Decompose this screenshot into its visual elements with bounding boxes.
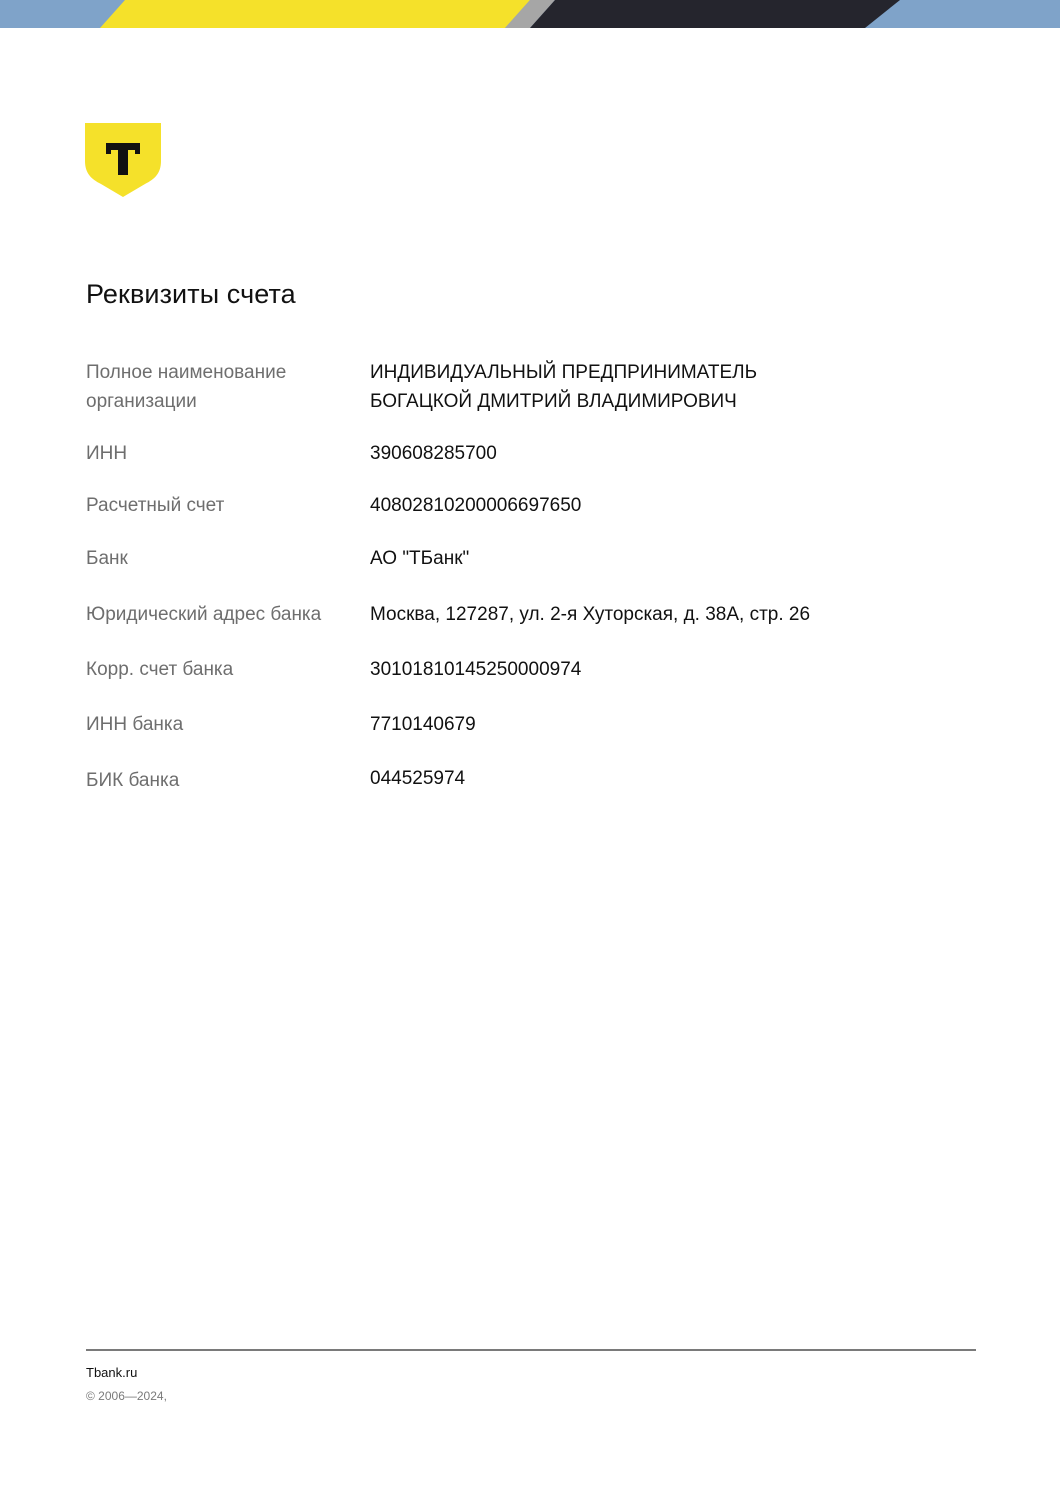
value-bank-inn: 7710140679 <box>370 714 476 735</box>
footer-copyright: © 2006—2024, <box>86 1389 167 1403</box>
value-full-name <box>370 358 1010 416</box>
label-bank-inn: ИНН банка <box>86 714 184 735</box>
banner-dark-stripe <box>530 0 900 28</box>
value-corr-account: 30101810145250000974 <box>370 659 582 680</box>
footer-divider <box>86 1349 976 1351</box>
label-full-name-line2: организации <box>86 391 197 412</box>
page-title: Реквизиты счета <box>86 279 296 309</box>
banner-yellow-stripe <box>100 0 530 28</box>
label-corr-account: Корр. счет банка <box>86 659 234 680</box>
label-full-name-line1: Полное наименование <box>86 362 287 383</box>
value-full-name-line1: ИНДИВИДУАЛЬНЫЙ ПРЕДПРИНИМАТЕЛЬ <box>370 362 758 383</box>
label-account: Расчетный счет <box>86 495 225 516</box>
value-full-name-line2: БОГАЦКОЙ ДМИТРИЙ ВЛАДИМИРОВИЧ <box>370 391 737 412</box>
value-inn: 390608285700 <box>370 443 497 464</box>
top-banner <box>0 0 1060 28</box>
value-bank-address: Москва, 127287, ул. 2-я Хуторская, д. 38А, стр. 26 <box>370 604 811 625</box>
value-bank: АО "ТБанк" <box>370 548 470 569</box>
label-bank: Банк <box>86 548 128 569</box>
label-inn: ИНН <box>86 443 128 464</box>
label-bank-address: Юридический адрес банка <box>86 604 322 625</box>
tbank-logo <box>85 123 161 198</box>
value-account: 40802810200006697650 <box>370 495 582 516</box>
label-bik: БИК банка <box>86 770 180 791</box>
value-bik: 044525974 <box>370 768 466 789</box>
footer-site-link[interactable]: Tbank.ru <box>86 1365 138 1380</box>
label-full-name <box>86 358 356 416</box>
